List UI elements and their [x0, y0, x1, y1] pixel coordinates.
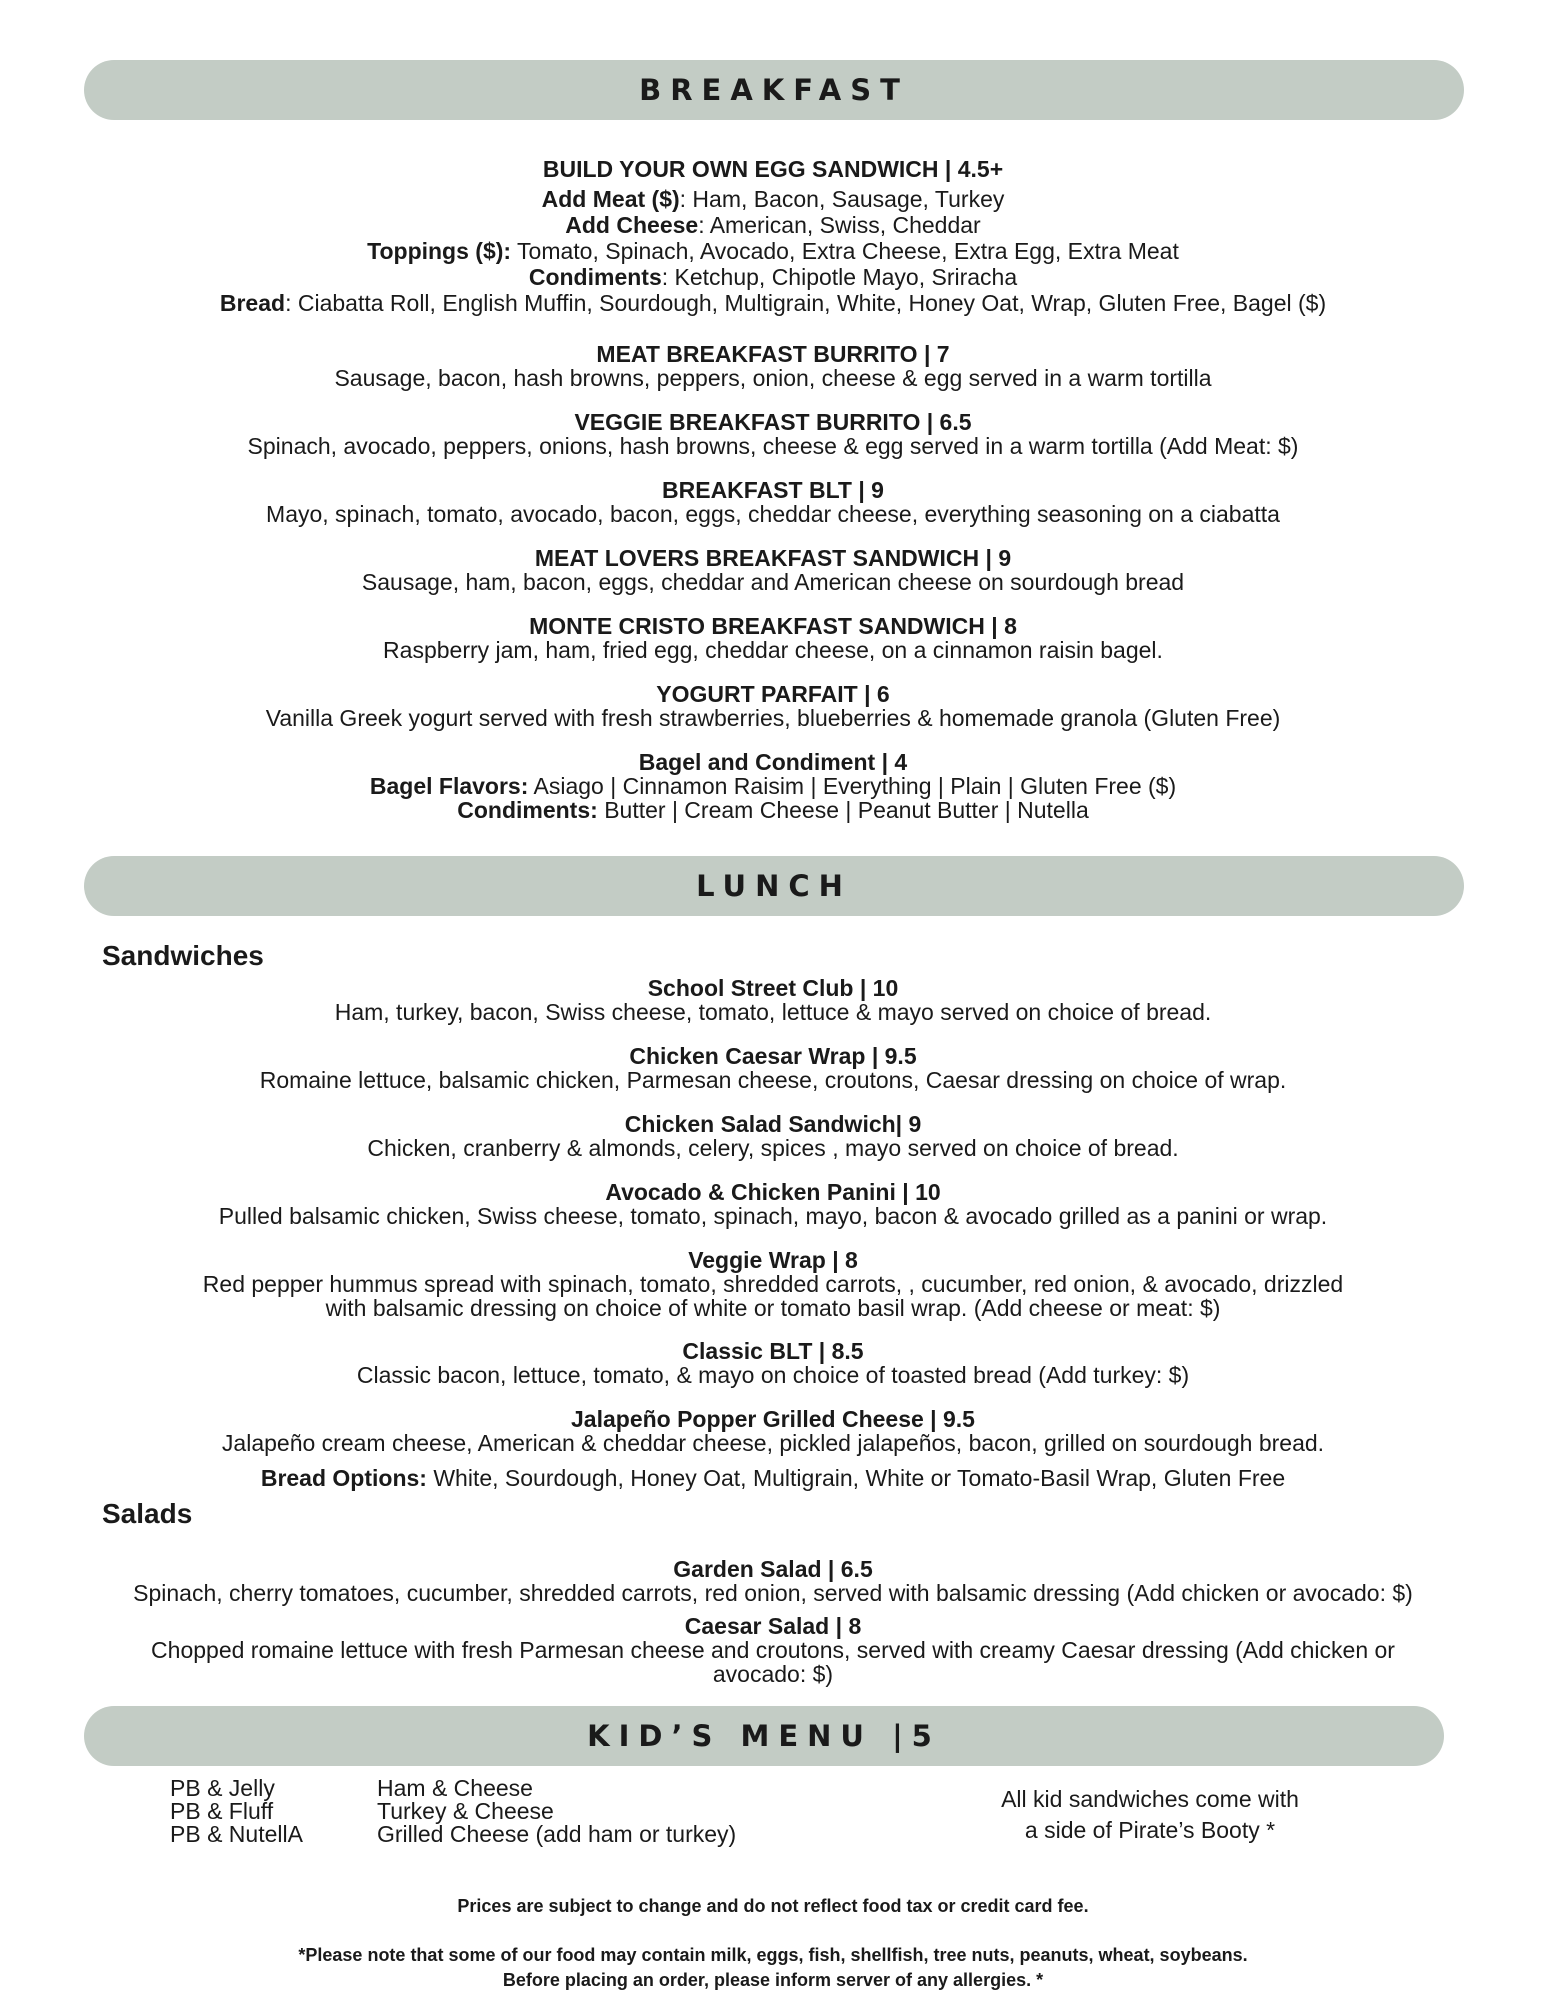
- lunch-heading: LUNCH: [696, 869, 852, 903]
- item-description: Classic bacon, lettuce, tomato, & mayo on choice of toasted bread (Add turkey: $): [356, 1362, 1190, 1388]
- prices-note: Prices are subject to change and do not reflect food tax or credit card fee.: [457, 1896, 1089, 1916]
- item-title: School Street Club | 10: [647, 975, 899, 1001]
- kids-item: Grilled Cheese (add ham or turkey): [377, 1821, 737, 1847]
- egg-sandwich-option: Bread: Ciabatta Roll, English Muffin, Sourdough, Multigrain, White, Honey Oat, Wrap, Gluten Free, Bagel ($): [219, 290, 1327, 316]
- item-description: Ham, turkey, bacon, Swiss cheese, tomato, lettuce & mayo served on choice of bread.: [334, 999, 1212, 1025]
- menu-item: [0, 478, 1546, 526]
- bagel-item: [0, 750, 1546, 822]
- kids-banner: [84, 1706, 1444, 1766]
- egg-sandwich-option: Condiments: Ketchup, Chipotle Mayo, Sriracha: [528, 264, 1018, 290]
- menu-item: [0, 546, 1546, 594]
- item-description: Romaine lettuce, balsamic chicken, Parmesan cheese, croutons, Caesar dressing on choice of wrap.: [259, 1067, 1287, 1093]
- item-description: Sausage, ham, bacon, eggs, cheddar and American cheese on sourdough bread: [361, 569, 1185, 595]
- item-description: Vanilla Greek yogurt served with fresh strawberries, blueberries & homemade granola (Gluten Free): [265, 705, 1281, 731]
- item-title: YOGURT PARFAIT | 6: [656, 681, 890, 707]
- menu-item: [0, 1614, 1546, 1686]
- menu-item: [0, 682, 1546, 730]
- item-description: with balsamic dressing on choice of white or tomato basil wrap. (Add cheese or meat: $): [325, 1295, 1221, 1321]
- egg-sandwich-option: Add Meat ($): Ham, Bacon, Sausage, Turkey: [541, 186, 1005, 212]
- breakfast-banner: [84, 60, 1464, 120]
- item-title: Jalapeño Popper Grilled Cheese | 9.5: [571, 1406, 975, 1432]
- egg-sandwich-option: Add Cheese: American, Swiss, Cheddar: [565, 212, 981, 238]
- item-title: Bagel and Condiment | 4: [638, 749, 908, 775]
- item-description: Chicken, cranberry & almonds, celery, spices , mayo served on choice of bread.: [367, 1135, 1179, 1161]
- item-title: MONTE CRISTO BREAKFAST SANDWICH | 8: [529, 613, 1017, 639]
- menu-item: [0, 1180, 1546, 1228]
- kids-item: PB & NutellA: [170, 1821, 303, 1847]
- egg-sandwich-block: [0, 156, 1546, 316]
- kids-column-1: [170, 1777, 303, 1846]
- sandwiches-heading: Sandwiches: [102, 940, 264, 971]
- menu-item: [0, 1112, 1546, 1160]
- item-description: Spinach, avocado, peppers, onions, hash browns, cheese & egg served in a warm tortilla (Add Meat: $): [247, 433, 1299, 459]
- salads-heading: Salads: [102, 1498, 193, 1529]
- breakfast-heading: BREAKFAST: [639, 73, 909, 107]
- kids-item: PB & Fluff: [170, 1798, 274, 1824]
- item-title: Caesar Salad | 8: [684, 1613, 862, 1639]
- menu-item: [0, 1407, 1546, 1455]
- item-description: avocado: $): [712, 1661, 834, 1687]
- menu-item: [0, 1557, 1546, 1605]
- egg-sandwich-title: BUILD YOUR OWN EGG SANDWICH | 4.5+: [542, 156, 1004, 182]
- menu-item: [0, 1248, 1546, 1320]
- allergy-note-2: Before placing an order, please inform server of any allergies. *: [502, 1970, 1044, 1990]
- item-title: MEAT BREAKFAST BURRITO | 7: [596, 341, 950, 367]
- item-description: Red pepper hummus spread with spinach, tomato, shredded carrots, , cucumber, red onion, & avocado, drizzled: [202, 1271, 1344, 1297]
- item-title: Chicken Caesar Wrap | 9.5: [629, 1043, 917, 1069]
- item-description: Spinach, cherry tomatoes, cucumber, shredded carrots, red onion, served with balsamic dressing (Add chicken or avocado: $): [133, 1580, 1413, 1606]
- allergy-note-1: *Please note that some of our food may contain milk, eggs, fish, shellfish, tree nuts, peanuts, wheat, soybeans.: [298, 1945, 1248, 1965]
- item-description: Raspberry jam, ham, fried egg, cheddar cheese, on a cinnamon raisin bagel.: [383, 637, 1163, 663]
- item-title: Chicken Salad Sandwich| 9: [624, 1111, 922, 1137]
- kids-item: PB & Jelly: [170, 1775, 275, 1801]
- item-title: Avocado & Chicken Panini | 10: [605, 1179, 941, 1205]
- item-title: Classic BLT | 8.5: [682, 1338, 864, 1364]
- bagel-flavors: Bagel Flavors: Asiago | Cinnamon Raisim | Everything | Plain | Gluten Free ($): [369, 773, 1177, 799]
- item-title: Garden Salad | 6.5: [673, 1556, 873, 1582]
- bread-options: Bread Options: White, Sourdough, Honey Oat, Multigrain, White or Tomato-Basil Wrap, Gluten Free: [260, 1465, 1286, 1491]
- item-title: BREAKFAST BLT | 9: [662, 477, 884, 503]
- menu-item: [0, 976, 1546, 1024]
- item-description: Sausage, bacon, hash browns, peppers, onion, cheese & egg served in a warm tortilla: [334, 365, 1212, 391]
- kids-note: All kid sandwiches come with a side of Pirate’s Booty *: [1001, 1786, 1299, 1843]
- lunch-banner: [84, 856, 1464, 916]
- item-description: Mayo, spinach, tomato, avocado, bacon, eggs, cheddar cheese, everything seasoning on a ciabatta: [266, 501, 1280, 527]
- item-title: Veggie Wrap | 8: [688, 1247, 858, 1273]
- kids-heading: KID’S MENU |5: [587, 1719, 941, 1753]
- kids-item: Ham & Cheese: [377, 1775, 533, 1801]
- menu-item: [0, 342, 1546, 390]
- menu-item: [0, 410, 1546, 458]
- egg-sandwich-option: Toppings ($): Tomato, Spinach, Avocado, Extra Cheese, Extra Egg, Extra Meat: [367, 238, 1179, 264]
- item-description: Chopped romaine lettuce with fresh Parmesan cheese and croutons, served with creamy Caesar dressing (Add chicken or: [151, 1637, 1395, 1663]
- kids-column-2: [377, 1777, 736, 1846]
- menu-item: [0, 1339, 1546, 1387]
- bagel-condiments: Condiments: Butter | Cream Cheese | Peanut Butter | Nutella: [457, 797, 1089, 823]
- item-title: MEAT LOVERS BREAKFAST SANDWICH | 9: [534, 545, 1012, 571]
- item-title: VEGGIE BREAKFAST BURRITO | 6.5: [574, 409, 972, 435]
- item-description: Pulled balsamic chicken, Swiss cheese, tomato, spinach, mayo, bacon & avocado grilled as a panini or wrap.: [218, 1203, 1328, 1229]
- menu-item: [0, 614, 1546, 662]
- item-description: Jalapeño cream cheese, American & cheddar cheese, pickled jalapeños, bacon, grilled on sourdough bread.: [221, 1430, 1325, 1456]
- kids-item: Turkey & Cheese: [377, 1798, 554, 1824]
- menu-item: [0, 1044, 1546, 1092]
